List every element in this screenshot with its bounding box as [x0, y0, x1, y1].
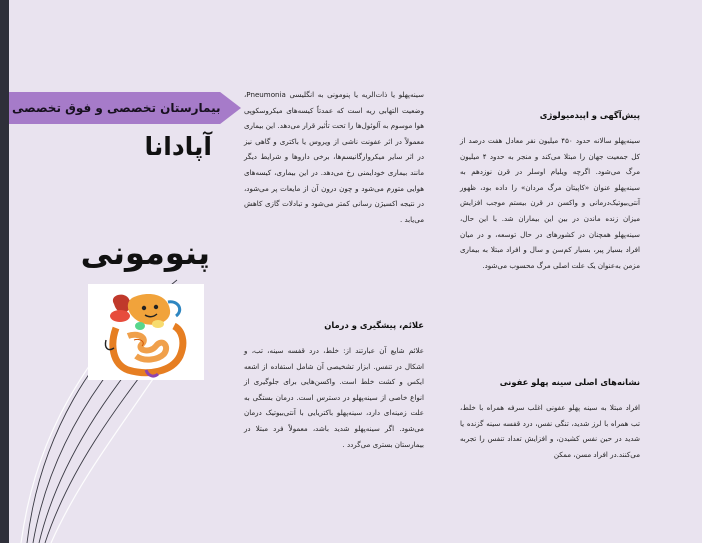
intestine-cartoon-icon	[88, 284, 204, 380]
intro-paragraph	[244, 87, 424, 227]
main-title: پنومونی	[80, 234, 210, 272]
prevention-heading: علائم، پیشگیری و درمان	[324, 320, 424, 330]
epidemiology-paragraph	[460, 133, 640, 273]
symptoms-text: افراد مبتلا به سینه پهلو عفونی اغلب سرفه همراه با خلط، تب همراه با لرز شدید، تنگی نفس، درد قفسه سینه گزنده یا شدید در حین نفس کشیدن، و افزایش تعداد تنفس را تجربه می‌کنند.در افراد مسن، ممکن	[460, 403, 640, 459]
epidemiology-text: سینه‌پهلو سالانه حدود ۴۵۰ میلیون نفر معادل هفت درصد از کل جمعیت جهان را مبتلا می‌کند و منجر به حدود ۴ میلیون مرگ می‌شود. اگرچه ویلیام اوسلر در قرن نوزدهم به سینه‌پهلو عنوان «کاپیتان مرگ مردان» را داده بود، ظهور آنتی‌بیوتیک‌درمانی و واکسن در قرن بیستم موجب افزایش میزان زنده ماندن در بین این بیماران شد. با این حال، سینه‌پهلو همچنان در کشورهای در حال توسعه، و در میان افراد بسیار پیر، بسیار کم‌سن و سال و افراد مبتلا به بیماری مزمن به‌عنوان یک علت اصلی مرگ محسوب می‌شود.	[460, 136, 641, 270]
epidemiology-heading: پیش‌آگهی و اپیدمیولوژی	[539, 110, 640, 120]
left-dark-bar	[0, 0, 9, 543]
symptoms-heading: نشانه‌های اصلی سینه پهلو عفونی	[499, 377, 640, 387]
symptoms-paragraph	[460, 400, 640, 462]
hospital-type-text: بیمارستان تخصصی و فوق تخصصی	[12, 101, 221, 115]
hospital-name: آپادانا	[144, 132, 212, 161]
digestive-system-illustration	[88, 284, 204, 380]
prevention-text: علائم شایع آن عبارتند از: خلط، درد قفسه سینه، تب، و اشکال در تنفس. ابزار تشخیصی آن شامل استفاده از اشعه ایکس و کشت خلط است. واکسن‌هایی برای جلوگیری از انواع خاصی از سینه‌پهلو در دسترس است. درمان بستگی به علت زمینه‌ای دارد، سینه‌پهلو باکتریایی با آنتی‌بیوتیک درمان می‌شود. اگر سینه‌پهلو شدید باشد، معمولاً فرد مبتلا در بیمارستان بستری می‌گردد .	[244, 346, 424, 449]
intro-text: سینه‌پهلو یا ذات‌الریه یا پنومونی به انگلیسی Pneumonia، وضعیت التهابی ریه است که عمدتاً کیسه‌های میکروسکوپی هوا موسوم به آلوئول‌ها را تحت تأثیر قرار می‌دهد. این بیماری معمولاً در اثر عفونت ناشی از ویروس یا باکتری و گاهی نیز در اثر سایر میکروارگانیسم‌ها، برخی داروها و شرایط دیگر مانند بیماری خودایمنی رخ می‌دهد. در این بیماری، کیسه‌های هوایی متورم می‌شود و چون درون آن از مایعات پر می‌شود، در نتیجه اکسیژن رسانی کمتر می‌شود و تبادلات گازی کاهش می‌یابد .	[244, 90, 424, 224]
prevention-paragraph	[244, 343, 424, 452]
